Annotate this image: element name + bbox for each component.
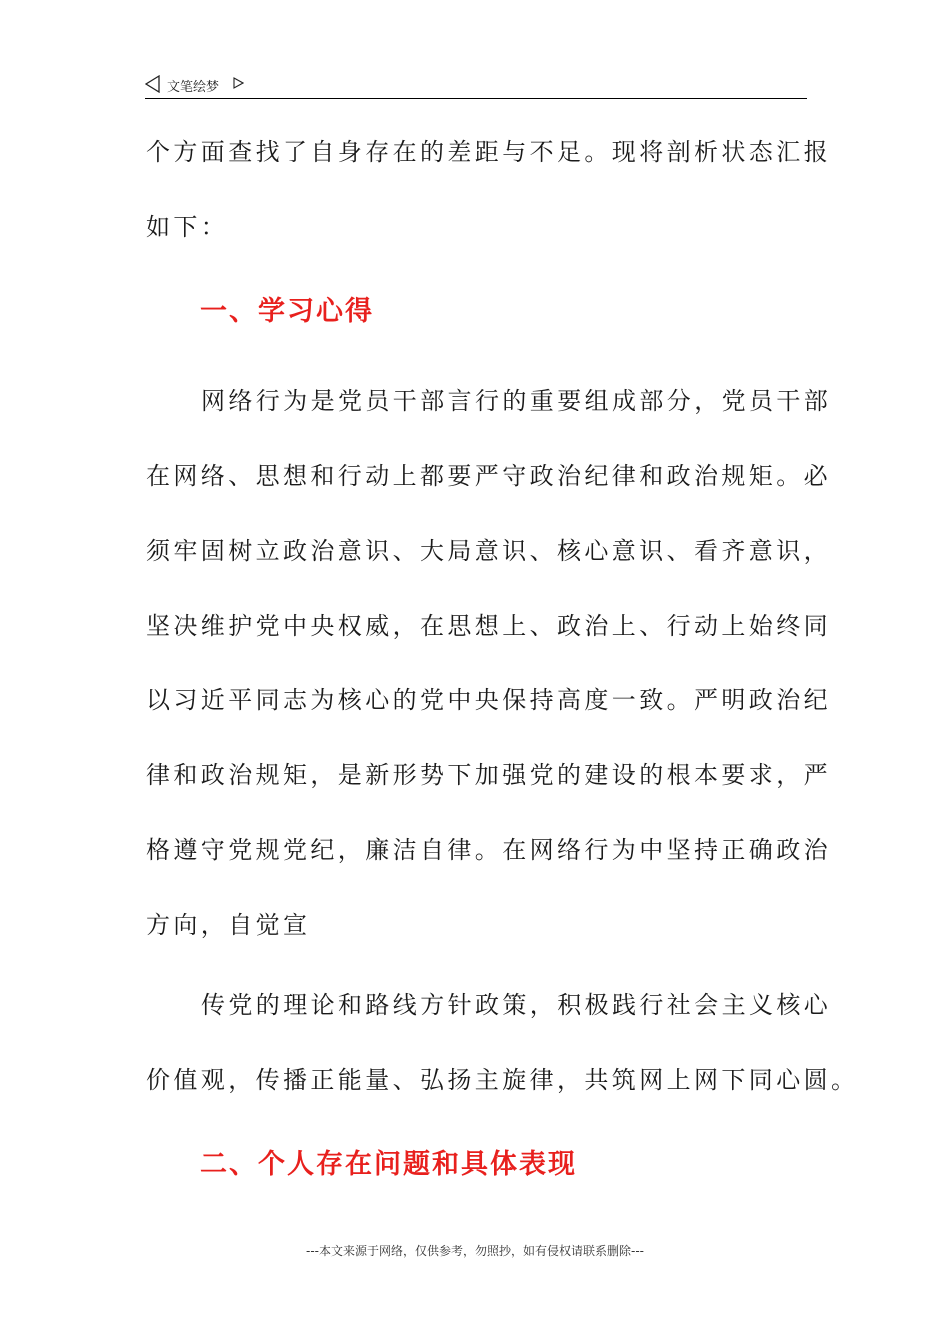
body-text-line: 个方面查找了自身存在的差距与不足。现将剖析状态汇报 — [146, 138, 831, 166]
body-text-line: 网络行为是党员干部言行的重要组成部分，党员干部 — [201, 387, 832, 415]
page-header — [145, 74, 807, 99]
section-heading-2: 二、个人存在问题和具体表现 — [200, 1149, 577, 1180]
body-text-line: 坚决维护党中央权威，在思想上、政治上、行动上始终同 — [146, 612, 831, 640]
body-text-line: 律和政治规矩，是新形势下加强党的建设的根本要求，严 — [146, 761, 831, 789]
body-text-line: 价值观，传播正能量、弘扬主旋律，共筑网上网下同心圆。 — [146, 1066, 859, 1094]
left-triangle-icon — [145, 75, 161, 93]
right-triangle-icon — [233, 77, 244, 89]
body-text-line: 在网络、思想和行动上都要严守政治纪律和政治规矩。必 — [146, 462, 831, 490]
body-text-line: 方向，自觉宣 — [146, 911, 311, 939]
header-title: 文笔绘梦 — [167, 80, 220, 95]
body-text-line: 格遵守党规党纪，廉洁自律。在网络行为中坚持正确政治 — [146, 836, 831, 864]
page-footer: ---本文来源于网络，仅供参考，勿照抄，如有侵权请联系删除--- — [306, 1244, 644, 1258]
body-text-line: 如下： — [146, 213, 229, 241]
body-text-line: 以习近平同志为核心的党中央保持高度一致。严明政治纪 — [146, 686, 831, 714]
body-text-line: 传党的理论和路线方针政策，积极践行社会主义核心 — [201, 991, 832, 1019]
section-heading-1: 一、学习心得 — [200, 296, 374, 327]
body-text-line: 须牢固树立政治意识、大局意识、核心意识、看齐意识， — [146, 537, 831, 565]
